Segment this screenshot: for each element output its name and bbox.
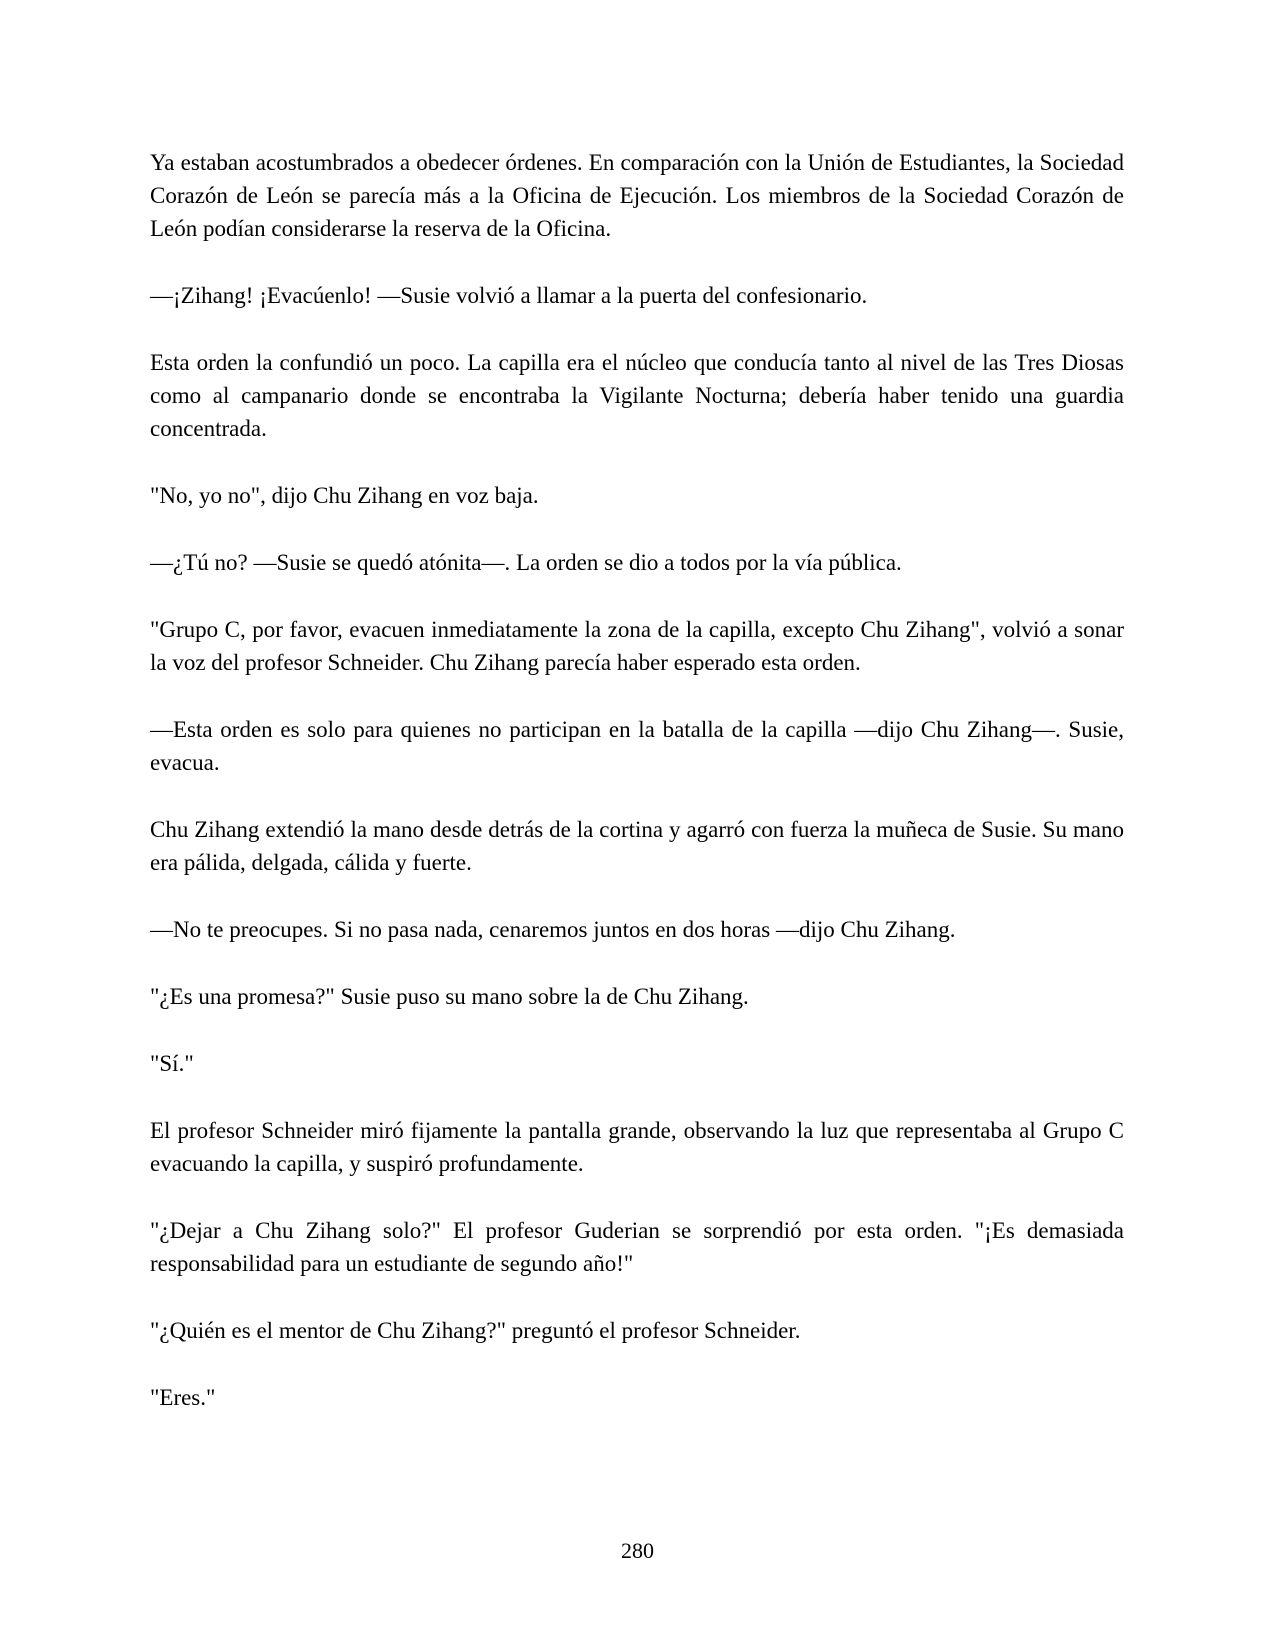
page-number: 280 <box>621 1538 654 1563</box>
paragraph: Chu Zihang extendió la mano desde detrás de la cortina y agarró con fuerza la muñeca de Susie. Su mano era pálida, delgada, cálida y fuerte. <box>150 817 1124 875</box>
paragraph: "Grupo C, por favor, evacuen inmediatamente la zona de la capilla, excepto Chu Zihang", volvió a sonar la voz del profesor Schneider. Chu Zihang parecía haber esperado esta orden. <box>150 617 1124 675</box>
paragraph: "¿Es una promesa?" Susie puso su mano sobre la de Chu Zihang. <box>150 984 749 1009</box>
paragraph: Esta orden la confundió un poco. La capilla era el núcleo que conducía tanto al nivel de las Tres Diosas como al campanario donde se encontraba la Vigilante Nocturna; debería haber tenido una guardia concentrada. <box>150 350 1124 441</box>
paragraph: "Eres." <box>150 1385 216 1410</box>
paragraph: —¡Zihang! ¡Evacúenlo! —Susie volvió a llamar a la puerta del confesionario. <box>150 283 868 308</box>
paragraph: Ya estaban acostumbrados a obedecer órdenes. En comparación con la Unión de Estudiantes, la Sociedad Corazón de León se parecía más a la Oficina de Ejecución. Los miembros de la Sociedad Corazón de León podían considerarse la reserva de la Oficina. <box>150 150 1124 241</box>
paragraph: "No, yo no", dijo Chu Zihang en voz baja. <box>150 483 539 508</box>
paragraph: —¿Tú no? —Susie se quedó atónita—. La orden se dio a todos por la vía pública. <box>150 550 902 575</box>
paragraph: El profesor Schneider miró fijamente la pantalla grande, observando la luz que representaba al Grupo C evacuando la capilla, y suspiró profundamente. <box>150 1118 1124 1176</box>
paragraph: "¿Dejar a Chu Zihang solo?" El profesor Guderian se sorprendió por esta orden. "¡Es demasiada responsabilidad para un estudiante de segundo año!" <box>150 1218 1124 1276</box>
body-text <box>150 146 1124 1448</box>
paragraph: "¿Quién es el mentor de Chu Zihang?" preguntó el profesor Schneider. <box>150 1318 801 1343</box>
paragraph: —No te preocupes. Si no pasa nada, cenaremos juntos en dos horas —dijo Chu Zihang. <box>150 917 956 942</box>
paragraph: "Sí." <box>150 1051 194 1076</box>
paragraph: —Esta orden es solo para quienes no participan en la batalla de la capilla —dijo Chu Zihang—. Susie, evacua. <box>150 717 1124 775</box>
